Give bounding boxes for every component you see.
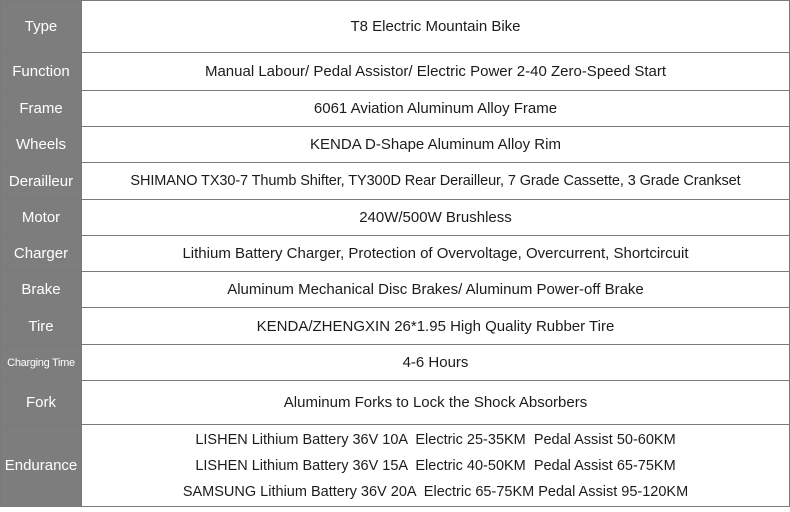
table-row-charging-time [1, 345, 790, 381]
endurance-line: SAMSUNG Lithium Battery 36V 20A Electric 65-75KM Pedal Assist 95-120KM [182, 483, 689, 500]
row-value: Aluminum Forks to Lock the Shock Absorbers [82, 381, 790, 425]
table-row-motor [1, 200, 790, 236]
row-value: Manual Labour/ Pedal Assistor/ Electric Power 2-40 Zero-Speed Start [82, 53, 790, 91]
table-row-wheels [1, 127, 790, 163]
row-label: Frame [1, 91, 82, 127]
row-label: Charging Time [1, 345, 82, 381]
row-label: Derailleur [1, 163, 82, 200]
row-value: 240W/500W Brushless [82, 200, 790, 236]
row-label: Endurance [1, 425, 82, 507]
table-row-endurance [1, 425, 790, 507]
row-label: Type [1, 1, 82, 53]
row-value: SHIMANO TX30-7 Thumb Shifter, TY300D Rear Derailleur, 7 Grade Cassette, 3 Grade Crankset [82, 163, 790, 200]
row-value: Aluminum Mechanical Disc Brakes/ Aluminum Power-off Brake [82, 272, 790, 308]
table-row-type [1, 1, 790, 53]
endurance-line: LISHEN Lithium Battery 36V 15A Electric 40-50KM Pedal Assist 65-75KM [195, 457, 676, 474]
table-row-tire [1, 308, 790, 345]
table-row-function [1, 53, 790, 91]
endurance-values [82, 425, 790, 507]
row-value: KENDA D-Shape Aluminum Alloy Rim [82, 127, 790, 163]
table-row-fork [1, 381, 790, 425]
table-row-charger [1, 236, 790, 272]
table-row-brake [1, 272, 790, 308]
table-row-derailleur [1, 163, 790, 200]
row-value: Lithium Battery Charger, Protection of Overvoltage, Overcurrent, Shortcircuit [82, 236, 790, 272]
row-value: 6061 Aviation Aluminum Alloy Frame [82, 91, 790, 127]
endurance-line: LISHEN Lithium Battery 36V 10A Electric 25-35KM Pedal Assist 50-60KM [195, 431, 676, 448]
row-label: Charger [1, 236, 82, 272]
row-label: Function [1, 53, 82, 91]
row-label: Tire [1, 308, 82, 345]
row-label: Motor [1, 200, 82, 236]
row-value: KENDA/ZHENGXIN 26*1.95 High Quality Rubber Tire [82, 308, 790, 345]
row-value: T8 Electric Mountain Bike [82, 1, 790, 53]
row-label: Fork [1, 381, 82, 425]
row-label: Wheels [1, 127, 82, 163]
row-value: 4-6 Hours [82, 345, 790, 381]
row-label: Brake [1, 272, 82, 308]
table-row-frame [1, 91, 790, 127]
